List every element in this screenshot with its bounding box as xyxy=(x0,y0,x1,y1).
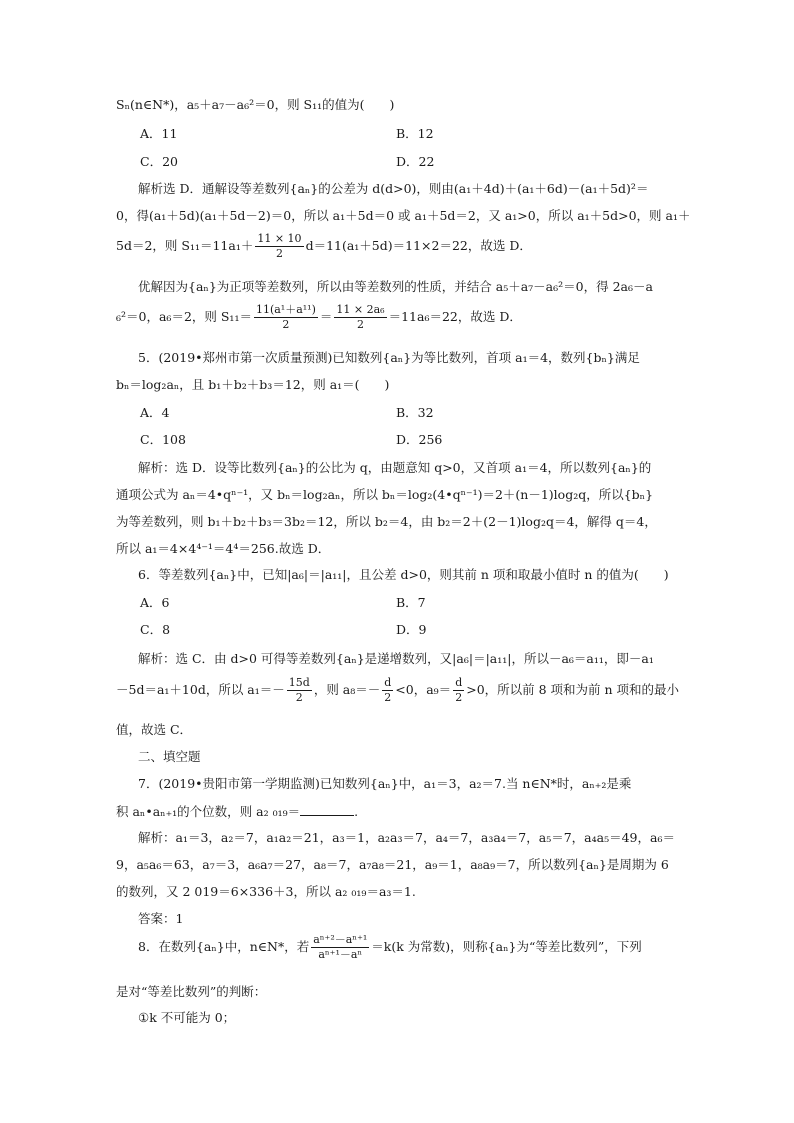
q7-stem-line2 xyxy=(116,803,358,820)
fraction xyxy=(255,232,303,261)
q7-answer: 答案：1 xyxy=(138,911,184,926)
fraction xyxy=(382,676,393,705)
fraction-denominator: 2 xyxy=(455,691,463,704)
text-segment: ＝11a₆＝22，故选 D． xyxy=(388,309,522,324)
text-segment: 积 aₙ•aₙ₊₁的个位数，则 a₂ ₀₁₉＝ xyxy=(116,804,301,819)
answer-blank xyxy=(300,803,354,816)
fraction xyxy=(311,933,369,962)
text-segment: d＝11(a₁＋5d)＝11×2＝22，故选 D． xyxy=(305,238,532,253)
fraction-numerator: aⁿ⁺²－aⁿ⁺¹ xyxy=(313,933,368,946)
text-segment: －5d＝a₁＋10d，所以 a₁＝－ xyxy=(116,682,285,697)
text-segment: ＝ xyxy=(319,309,333,324)
q7-stem-line1: 7．(2019•贵阳市第一学期监测)已知数列{aₙ}中，a₁＝3，a₂＝7.当 n∈N*时，aₙ₊₂是乘 xyxy=(138,776,632,791)
q5-option-a: A．4 xyxy=(140,405,170,420)
q5-stem-line1: 5．(2019•郑州市第一次质量预测)已知数列{aₙ}为等比数列，首项 a₁＝4，数列{bₙ}满足 xyxy=(138,350,640,365)
fraction-numerator: 11(a¹＋a¹¹) xyxy=(255,303,316,316)
fraction xyxy=(254,303,318,332)
q4-option-c: C．20 xyxy=(140,154,178,169)
text-segment: >0，所以前 8 项和为前 n 项和的最小 xyxy=(466,682,680,697)
q4-stem-tail: Sₙ(n∈N*)，a₅＋a₇－a₆²＝0，则 S₁₁的值为( ) xyxy=(116,97,395,112)
q6-solution-line3: 值，故选 C． xyxy=(116,722,193,737)
q5-solution-line1: 解析：选 D．设等比数列{aₙ}的公比为 q，由题意知 q>0，又首项 a₁＝4，所以数列{aₙ}的 xyxy=(138,460,652,475)
section-heading-fill-in: 二、填空题 xyxy=(138,749,201,764)
q6-solution-line1: 解析：选 C．由 d>0 可得等差数列{aₙ}是递增数列，又|a₆|＝|a₁₁|，所以－a₆＝a₁₁，即－a₁ xyxy=(138,651,654,666)
q7-solution-line1: 解析：a₁＝3，a₂＝7，a₁a₂＝21，a₃＝1，a₂a₃＝7，a₄＝7，a₃a₄＝7，a₅＝7，a₄a₅＝49，a₆＝ xyxy=(138,830,675,845)
text-segment: . xyxy=(354,804,359,819)
q4-option-a: A．11 xyxy=(140,126,178,141)
q4-option-b: B．12 xyxy=(396,126,434,141)
q6-option-a: A．6 xyxy=(140,595,170,610)
q5-option-b: B．32 xyxy=(396,405,434,420)
q7-solution-line2: 9，a₅a₆＝63，a₇＝3，a₆a₇＝27，a₈＝7，a₇a₈＝21，a₉＝1，a₈a₉＝7，所以数列{aₙ}是周期为 6 xyxy=(116,857,669,872)
q6-option-d: D．9 xyxy=(396,622,427,637)
q5-solution-line2: 通项公式为 aₙ＝4•qⁿ⁻¹，又 bₙ＝log₂aₙ，所以 bₙ＝log₂(4•qⁿ⁻¹)＝2＋(n－1)log₂q，所以{bₙ} xyxy=(116,487,654,502)
fraction-denominator: 2 xyxy=(282,318,290,331)
fraction-denominator: 2 xyxy=(275,247,283,260)
text-segment: <0，a₉＝ xyxy=(395,682,452,697)
q5-solution-line3: 为等差数列，则 b₁＋b₂＋b₃＝3b₂＝12，所以 b₂＝4，由 b₂＝2＋(2－1)log₂q＝4，解得 q＝4， xyxy=(116,514,657,529)
q4-solution-line2: 0，得(a₁＋5d)(a₁＋5d－2)＝0，所以 a₁＋5d＝0 或 a₁＋5d＝2，又 a₁>0，所以 a₁＋5d>0，则 a₁＋ xyxy=(116,208,691,223)
fraction-numerator: d xyxy=(455,676,463,689)
q6-solution-line2 xyxy=(116,676,679,705)
fraction xyxy=(453,676,464,705)
fraction-numerator: 11 × 2a₆ xyxy=(336,303,385,316)
q6-option-b: B．7 xyxy=(396,595,426,610)
text-segment: 8．在数列{aₙ}中，n∈N*，若 xyxy=(138,939,310,954)
q6-stem: 6．等差数列{aₙ}中，已知|a₆|＝|a₁₁|，且公差 d>0，则其前 n 项和取最小值时 n 的值为( ) xyxy=(138,567,669,582)
fraction xyxy=(334,303,386,332)
q8-stem-line1 xyxy=(138,933,642,962)
fraction-numerator: 11 × 10 xyxy=(257,232,302,245)
fraction-denominator: 2 xyxy=(295,691,303,704)
fraction xyxy=(287,676,312,705)
fraction-numerator: 15d xyxy=(288,676,310,689)
text-segment: ＝k(k 为常数)，则称{aₙ}为“等差比数列”，下列 xyxy=(371,939,642,954)
q5-option-d: D．256 xyxy=(396,432,443,447)
q5-option-c: C．108 xyxy=(140,432,186,447)
fraction-denominator: 2 xyxy=(357,318,364,331)
text-segment: ，则 a₈＝－ xyxy=(313,682,381,697)
q4-alt-solution-line1: 优解因为{aₙ}为正项等差数列，所以由等差数列的性质，并结合 a₅＋a₇－a₆²＝0，得 2a₆－a xyxy=(138,279,653,294)
q5-solution-line4: 所以 a₁＝4×4⁴⁻¹＝4⁴＝256.故选 D． xyxy=(116,541,331,556)
fraction-denominator: aⁿ⁺¹－aⁿ xyxy=(318,948,363,961)
q8-stem-line2: 是对“等差比数列”的判断： xyxy=(116,984,267,999)
q4-solution-line1: 解析选 D．通解设等差数列{aₙ}的公差为 d(d>0)，则由(a₁＋4d)＋(a₁＋6d)－(a₁＋5d)²＝ xyxy=(138,181,649,196)
q7-solution-line3: 的数列，又 2 019＝6×336＋3，所以 a₂ ₀₁₉＝a₃＝1. xyxy=(116,884,416,899)
q6-option-c: C．8 xyxy=(140,622,171,637)
fraction-numerator: d xyxy=(384,676,392,689)
text-segment: 5d＝2，则 S₁₁＝11a₁＋ xyxy=(116,238,254,253)
fraction-denominator: 2 xyxy=(384,691,392,704)
q5-stem-line2: bₙ＝log₂aₙ，且 b₁＋b₂＋b₃＝12，则 a₁＝( ) xyxy=(116,377,390,392)
q8-item-1: ①k 不可能为 0； xyxy=(138,1010,236,1025)
q4-solution-line3 xyxy=(116,232,532,261)
text-segment: ₆²＝0，a₆＝2，则 S₁₁＝ xyxy=(116,309,252,324)
q4-option-d: D．22 xyxy=(396,154,435,169)
q4-alt-solution-line2 xyxy=(116,303,522,332)
